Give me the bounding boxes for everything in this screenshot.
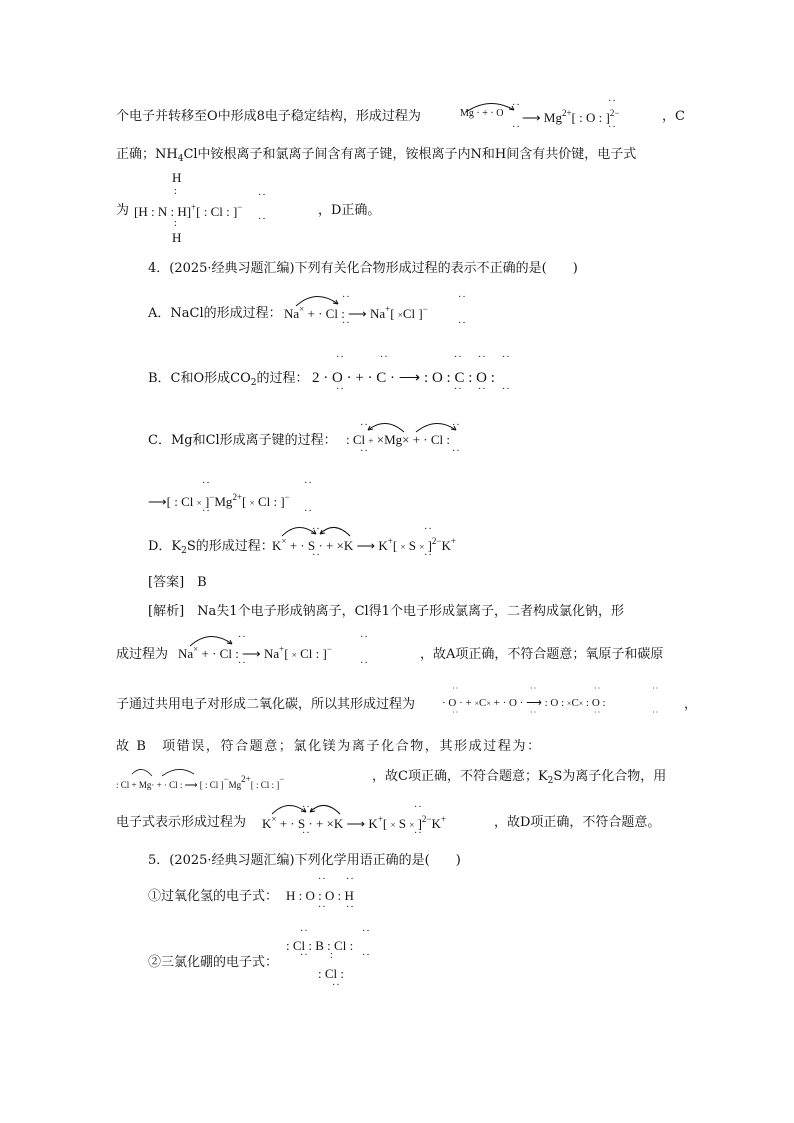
item-2-formula: ·· ·· : Cl : B : Cl : ·· ·· : : Cl : ··: [286, 926, 371, 991]
subscript: 4: [177, 154, 184, 164]
text: Cl中铵根离子和氯离子间含有离子键，铵根离子内N和H间含有共价键，电子式: [183, 147, 637, 162]
text: S的形成过程：: [186, 539, 274, 554]
analysis-line: [116, 738, 542, 756]
text: 正确；NH: [116, 147, 178, 162]
text: 个电子并转移至O中形成8电子稳定结构，形成过程为: [116, 109, 421, 124]
question-stem: [148, 852, 461, 870]
text: 的过程：: [256, 371, 309, 386]
text-line: [116, 146, 636, 168]
answer-value: B: [197, 575, 207, 590]
option-b: [148, 370, 309, 392]
text: B．C和O形成CO: [148, 371, 251, 386]
option-b-formula: 2 · O · + · C · ⟶ : O : C : O : ·· ·· ·· ·· ·· ·· ·· ·· ··: [312, 352, 511, 395]
analysis-line: [420, 646, 663, 664]
analysis-nacl-formula: Na× + · Cl : ⟶ Na+[ × Cl : ]− ·· ·· ·· ··: [178, 632, 369, 669]
analysis-mgcl2-formula: : Cl + Mg· + · Cl : ⟶ [ : Cl ]−Mg2+[ : Cl : ]−: [116, 762, 376, 802]
text: 成过程为: [116, 647, 169, 662]
formation-formula: Mg · + · O ⟶ $Mg^{2+}$[ : O : ]$^{2-}$ ·· ·· ·· ··: [460, 96, 620, 133]
option-c-formula-1: : Cl + ×Mg× + · Cl : ·· ·· ·· ··: [346, 418, 486, 458]
text: 5．(2025·经典习题汇编)下列化学用语正确的是( ): [148, 853, 461, 868]
item-1-formula: H : O : O : H ·· ·· ·· ··: [286, 874, 355, 913]
analysis-k2s-formula: K× + · S · + ×K ⟶ $K^+[ \times S \times ]^{2-}K^+$ ·· ·· ·· ··: [262, 802, 446, 839]
text: ，故D项正确，不符合题意。: [494, 815, 661, 830]
text: ，C: [662, 109, 685, 124]
text: ，故C项正确，不符合题意；K: [372, 769, 548, 784]
text: ①过氧化氢的电子式：: [148, 889, 279, 904]
text-line: [116, 202, 129, 220]
text: ②三氯化硼的电子式：: [148, 955, 279, 970]
text: 4．(2025·经典习题汇编)下列有关化合物形成过程的表示不正确的是( ): [148, 261, 578, 276]
subscript: 2: [250, 378, 257, 388]
text-line: [662, 108, 685, 126]
text: Na失1个电子形成钠离子，Cl得1个电子形成氯离子，二者构成氯化钠，形: [197, 604, 624, 619]
formula-text: ⟶ $Mg^{2+}$[ : O : ]$^{2-}$: [522, 108, 620, 125]
text: A．NaCl的形成过程：: [148, 306, 282, 321]
text: 为: [116, 203, 130, 218]
option-a-formula: Na× + · Cl : ⟶ Na+[ ×Cl ]− ·· ·· ·· ··: [284, 292, 467, 329]
text: ，故A项正确，不符合题意；氧原子和碳原: [420, 647, 664, 662]
subscript: 2: [547, 776, 554, 786]
option-d-formula: K× + · S · + ×K ⟶ $K^+[ \times S \times ]^{2-}K^+$ ·· ·· ·· ··: [272, 524, 456, 561]
analysis-line: [116, 814, 246, 832]
analysis-line: [372, 768, 666, 790]
item-2: [148, 954, 278, 972]
text: ，: [684, 697, 698, 712]
subscript: 2: [181, 546, 187, 556]
answer-label: [答案]: [148, 575, 185, 590]
text: ，D正确。: [318, 203, 381, 218]
option-d: [148, 538, 274, 560]
text: 故 B 项错误，符合题意；氯化镁为离子化合物，其形成过程为：: [116, 739, 542, 754]
item-1: [148, 888, 278, 906]
question-stem: [148, 260, 578, 278]
text: C．Mg和Cl形成离子键的过程：: [148, 433, 337, 448]
analysis-label: [解析]: [148, 604, 185, 619]
option-a: [148, 305, 282, 323]
answer: [148, 574, 207, 592]
analysis-line: [116, 646, 168, 664]
electron-formula-nh4cl: H : [H : N : H]+[ : Cl : ]− : H ·· ··: [134, 170, 267, 245]
text: D．K: [148, 539, 182, 554]
text-line: [318, 202, 380, 220]
formula-text: Mg · + · O: [460, 108, 504, 119]
text: 子通过共用电子对形成二氧化碳，所以其形成过程为: [116, 697, 416, 712]
text: 电子式表示形成过程为: [116, 815, 247, 830]
analysis-line: [494, 814, 660, 832]
text: S为离子化合物，用: [553, 769, 667, 784]
option-c: [148, 432, 337, 450]
option-c-formula-2: ⟶[ : $Cl \times ]^-Mg^{2+}[ \times Cl$ : ]− ·· ·· ·· ··: [148, 478, 313, 517]
analysis-line: [116, 696, 415, 714]
analysis-co2-formula: · O · + ×C× + · O · ⟶ : O : ×C× : O : ·· ·· ·· ·· ·· ·· ·· ··: [442, 684, 660, 717]
text-line: [116, 108, 421, 126]
analysis-line: [148, 603, 624, 621]
analysis-line: [684, 696, 697, 714]
